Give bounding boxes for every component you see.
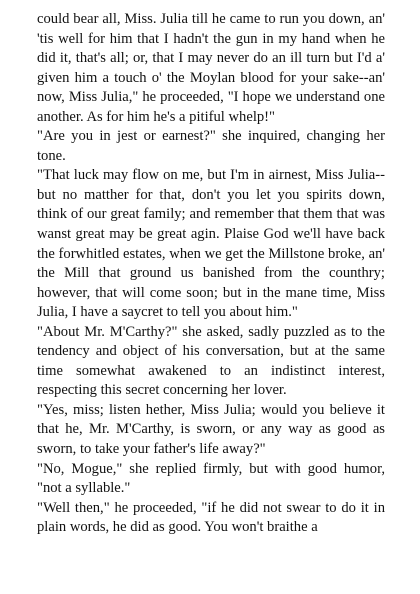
paragraph-2: "Are you in jest or earnest?" she inquired, changing her tone. (37, 128, 385, 164)
paragraph-7: "Well then," he proceeded, "if he did not swear to do it in plain words, he did as good. You won't braithe a (37, 499, 385, 536)
book-page-text (37, 10, 385, 538)
paragraph-1: could bear all, Miss. Julia till he came to run you down, an' 'tis well for him that I hadn't the gun in my hand when he did it, that's all; or, that I may never do an ill turn but I'd a' given him a touch o' the Moylan blood for your sake--an' now, Miss Julia," he proceeded, "I hope we understand one another. As for him he's a pitiful whelp!" (37, 11, 385, 125)
paragraph-5: "Yes, miss; listen hether, Miss Julia; would you believe it that he, Mr. M'Carthy, is sworn, or any way as good as sworn, to take your father's life away?" (37, 401, 385, 458)
paragraph-6: "No, Mogue," she replied firmly, but with good humor, "not a syllable." (37, 460, 385, 497)
paragraph-4: "About Mr. M'Carthy?" she asked, sadly puzzled as to the tendency and object of his conversation, but at the same time somewhat awakened to an indistinct interest, respecting this secret concerning her lover. (37, 323, 385, 399)
paragraph-3: "That luck may flow on me, but I'm in airnest, Miss Julia--but no matther for that, don't you let you spirits down, think of our great family; and remember that them that was wanst great may be great agin. Plaise God we'll have back the forwhitled estates, when we get the Millstone broke, an' the Mill that ground us banished from the counthry; however, that will come soon; but in the mane time, Miss Julia, I have a saycret to tell you about him." (37, 167, 385, 321)
